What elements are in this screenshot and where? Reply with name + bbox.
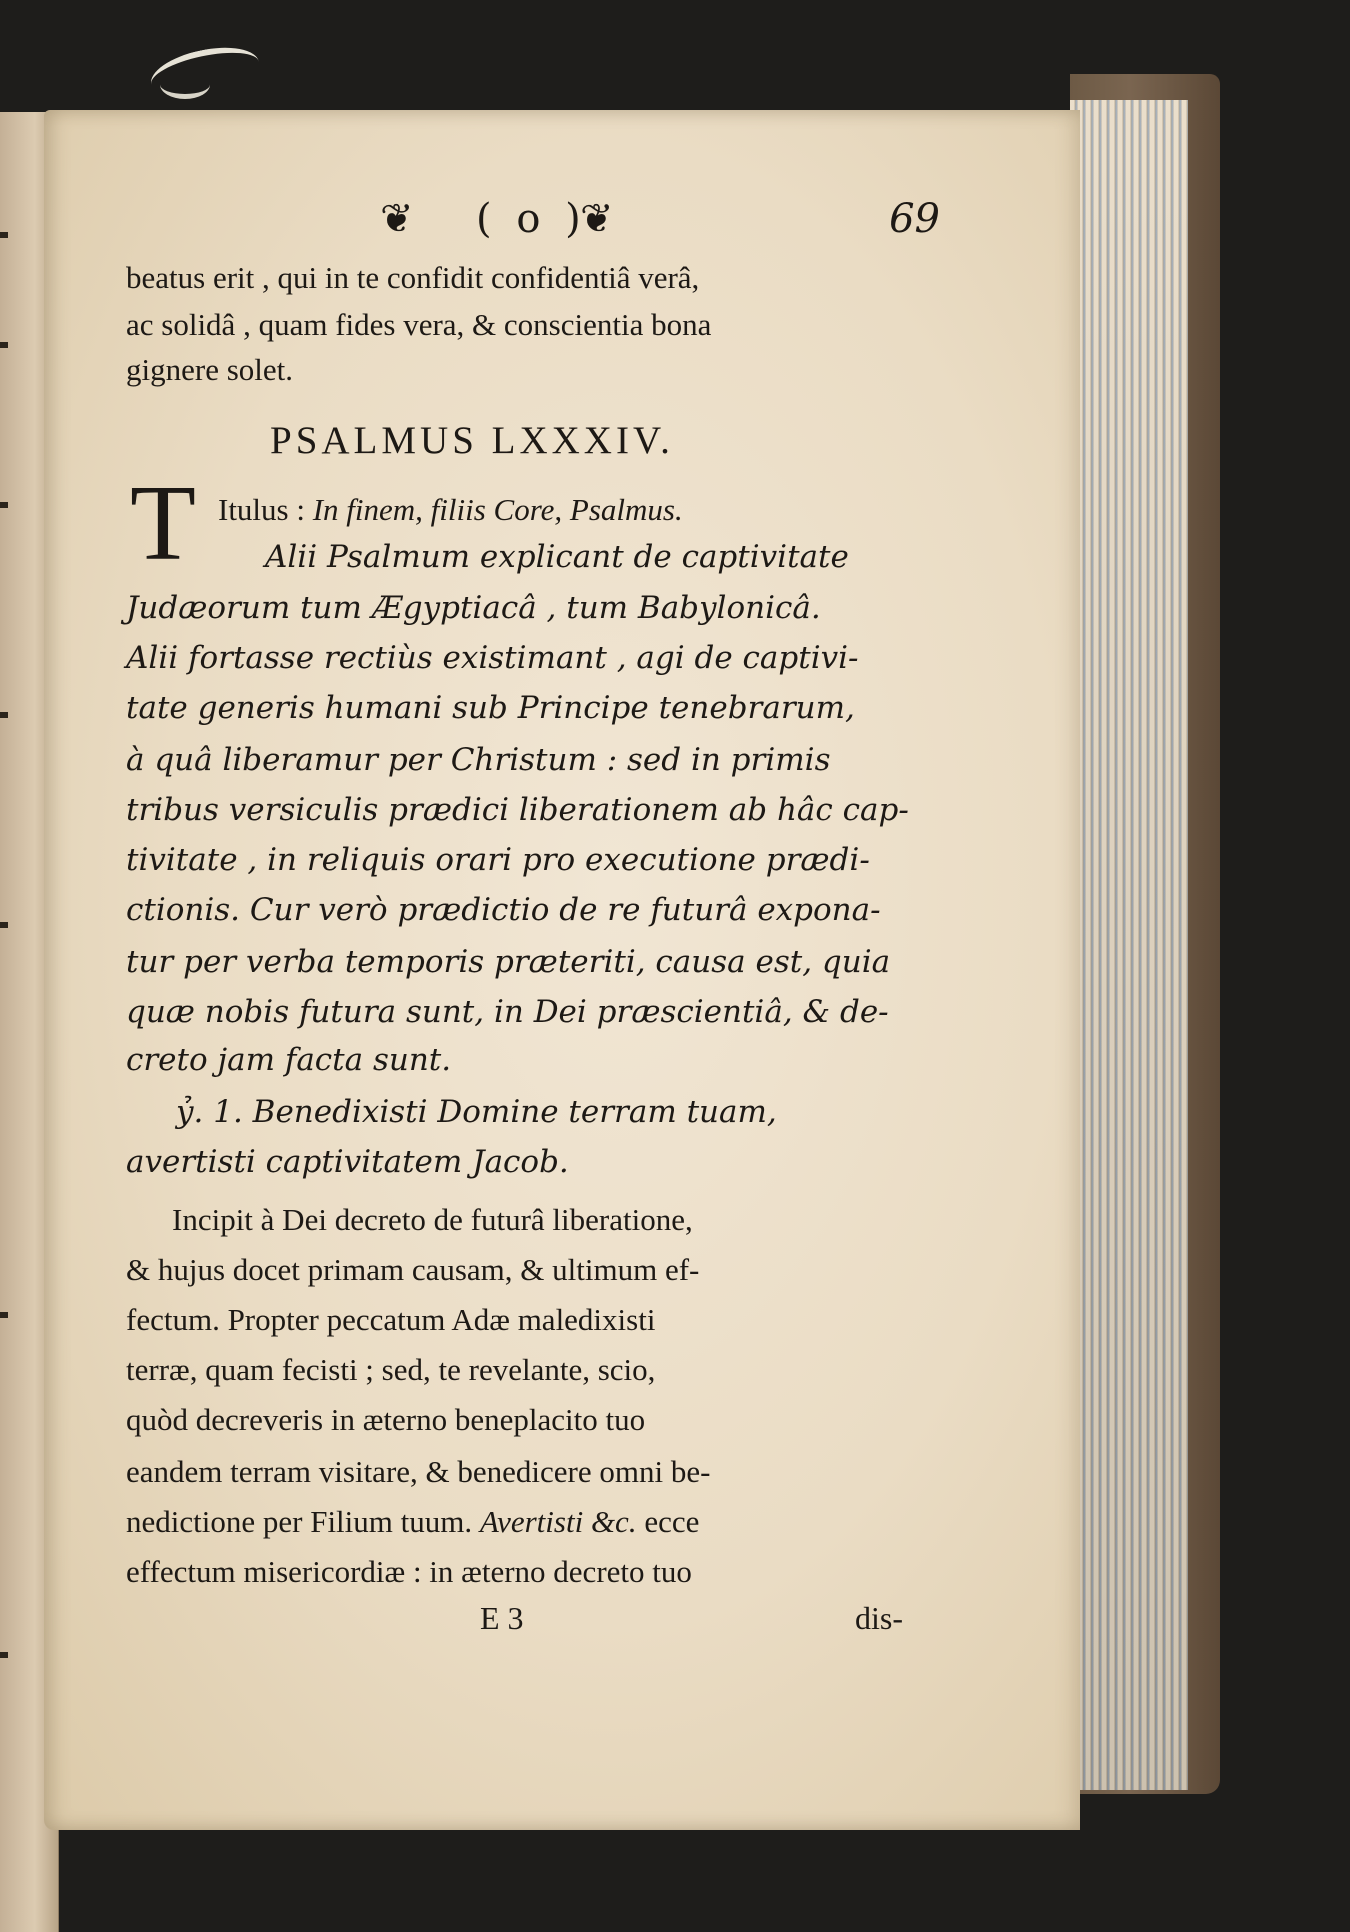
psalm-title: PSALMUS LXXXIV. — [270, 419, 674, 462]
text-line: à quâ liberamur per Christum : sed in primis — [126, 742, 831, 778]
text-line: ctionis. Cur verò prædictio de re futurâ expona- — [126, 892, 881, 928]
text-line: & hujus docet primam causam, & ultimum ef- — [126, 1252, 700, 1287]
ink-mark — [0, 712, 8, 718]
text-line: terræ, quam fecisti ; sed, te revelante, scio, — [126, 1352, 656, 1387]
text-segment: ecce — [644, 1504, 700, 1539]
bookmark-thread — [160, 70, 210, 99]
text-line: Alii Psalmum explicant de captivitate — [265, 539, 849, 575]
page-mark: ( o ) — [476, 196, 587, 242]
page-number: 69 — [889, 196, 940, 242]
text-line: tur per verba temporis præteriti, causa est, quia — [126, 944, 891, 980]
ink-mark — [0, 1652, 8, 1658]
text-line — [126, 1502, 926, 1542]
verse-line: avertisti captivitatem Jacob. — [126, 1144, 569, 1180]
titulus-text: In finem, filiis Core, Psalmus. — [312, 492, 683, 527]
text-line: tate generis humani sub Principe tenebrarum, — [126, 690, 855, 726]
drop-cap: T — [130, 464, 196, 583]
text-line: quæ nobis futura sunt, in Dei præscientiâ, & de- — [126, 994, 889, 1030]
text-line: Judæorum tum Ægyptiacâ , tum Babylonicâ. — [126, 590, 821, 626]
catchword: dis- — [855, 1600, 903, 1636]
ornament-left-icon: ❦ — [380, 196, 414, 242]
text-line: gignere solet. — [126, 352, 294, 387]
bookmark-thread — [146, 39, 263, 107]
text-line: quòd decreveris in æterno beneplacito tuo — [126, 1402, 646, 1437]
ink-mark — [0, 1312, 8, 1318]
text-line: creto jam facta sunt. — [126, 1042, 452, 1078]
text-segment-italic: Avertisti &c. — [479, 1504, 637, 1539]
ink-mark — [0, 232, 8, 238]
ink-mark — [0, 502, 8, 508]
verse-text: Benedixisti Domine terram tuam, — [252, 1094, 777, 1130]
text-line: eandem terram visitare, & benedicere omni be- — [126, 1454, 711, 1489]
text-line: tribus versiculis prædici liberationem ab hâc cap- — [126, 792, 909, 828]
verse-line — [176, 1092, 936, 1132]
text-line: tivitate , in reliquis orari pro executione prædi- — [126, 842, 870, 878]
text-line: ac solidâ , quam fides vera, & conscientia bona — [126, 307, 712, 342]
text-line: beatus erit , qui in te confidit confidentiâ verâ, — [126, 260, 700, 295]
verse-marker: ỷ. 1. — [176, 1094, 243, 1130]
titulus-line — [218, 490, 938, 530]
text-line: fectum. Propter peccatum Adæ maledixisti — [126, 1302, 656, 1337]
text-line: effectum misericordiæ : in æterno decreto tuo — [126, 1554, 692, 1589]
text-line: Incipit à Dei decreto de futurâ liberatione, — [172, 1202, 693, 1237]
running-header — [380, 195, 940, 243]
ink-mark — [0, 342, 8, 348]
titulus-label: Itulus : — [218, 492, 305, 527]
text-segment: nedictione per Filium tuum. — [126, 1504, 473, 1539]
ink-mark — [0, 922, 8, 928]
ornament-right-icon: ❦ — [580, 196, 614, 242]
page-edges — [1070, 100, 1188, 1790]
text-line: Alii fortasse rectiùs existimant , agi de captivi- — [126, 640, 859, 676]
signature-mark: E 3 — [480, 1600, 524, 1636]
